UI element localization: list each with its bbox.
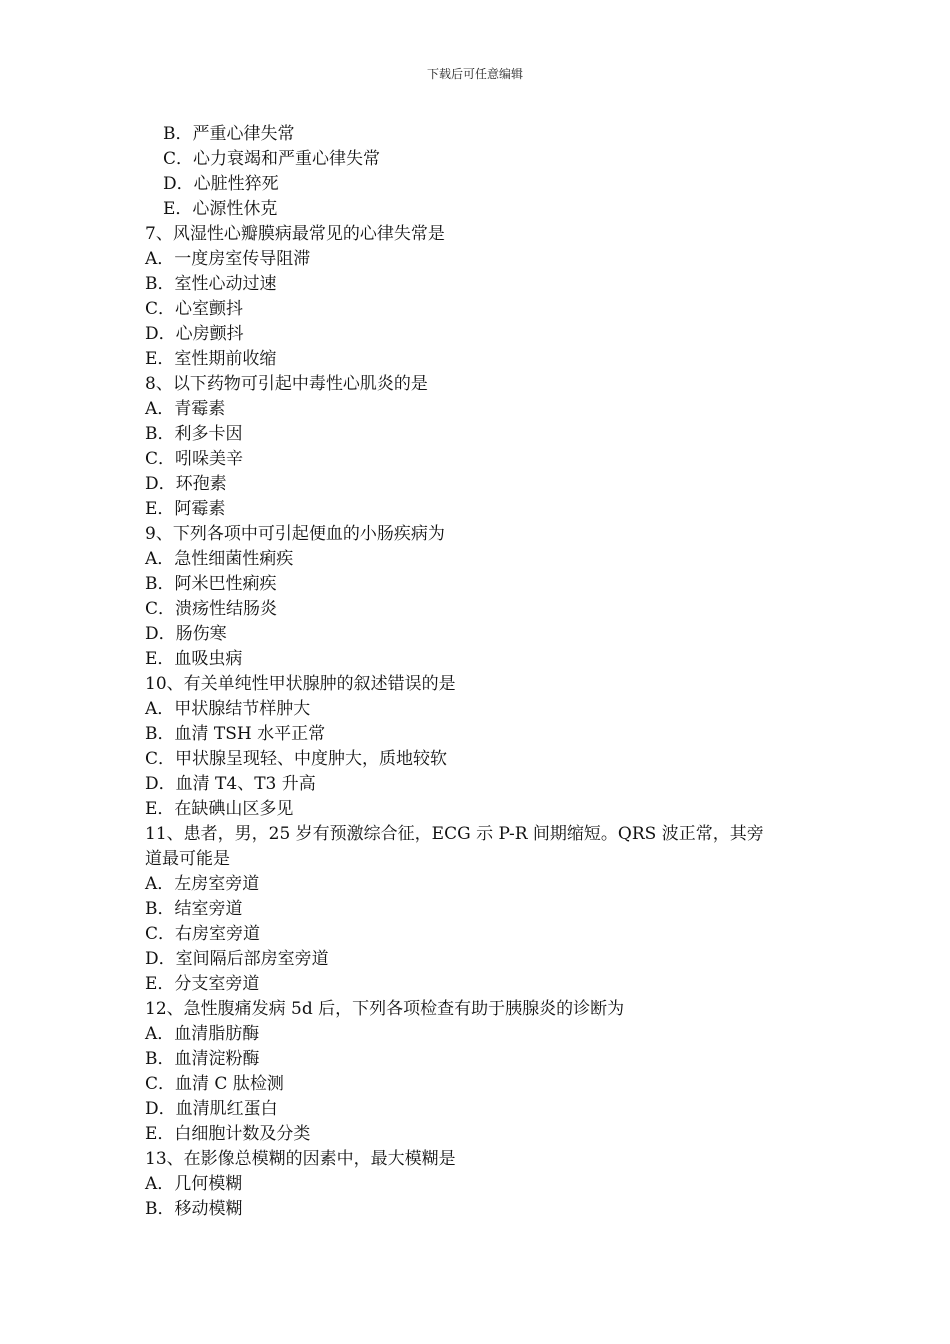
text-line: D．血清肌红蛋白 [145, 1099, 278, 1119]
text-line: B．严重心律失常 [163, 124, 295, 144]
text-line: D．肠伤寒 [145, 624, 227, 644]
text-line: E．阿霉素 [145, 499, 226, 519]
text-line: A．血清脂肪酶 [145, 1024, 260, 1044]
text-line: B．血清 TSH 水平正常 [145, 724, 326, 744]
text-line: E．心源性休克 [163, 199, 278, 219]
text-line: E．分支室旁道 [145, 974, 260, 994]
text-line: B．阿米巴性痢疾 [145, 574, 277, 594]
text-line: C．甲状腺呈现轻、中度肿大，质地较软 [145, 749, 448, 769]
text-line: D．血清 T4、T3 升高 [145, 774, 316, 794]
text-line: C．吲哚美辛 [145, 449, 244, 469]
text-line: D．心房颤抖 [145, 324, 244, 344]
text-line: C．右房室旁道 [145, 924, 261, 944]
text-line: A．甲状腺结节样肿大 [145, 699, 311, 719]
text-line: A．青霉素 [145, 399, 226, 419]
text-line: 道最可能是 [145, 849, 230, 869]
text-line: E．在缺碘山区多见 [145, 799, 294, 819]
text-line: E．室性期前收缩 [145, 349, 277, 369]
text-line: A．几何模糊 [145, 1174, 243, 1194]
text-line: 9、下列各项中可引起便血的小肠疾病为 [145, 524, 445, 544]
text-line: 8、以下药物可引起中毒性心肌炎的是 [145, 374, 428, 394]
text-line: E．白细胞计数及分类 [145, 1124, 311, 1144]
text-line: 13、在影像总模糊的因素中，最大模糊是 [145, 1149, 456, 1169]
text-line: B．室性心动过速 [145, 274, 277, 294]
text-line: D．心脏性猝死 [163, 174, 279, 194]
text-line: C．溃疡性结肠炎 [145, 599, 278, 619]
text-line: B．结室旁道 [145, 899, 243, 919]
page-header: 下载后可任意编辑 [426, 67, 523, 81]
text-line: B．利多卡因 [145, 424, 243, 444]
text-line: 12、急性腹痛发病 5d 后，下列各项检查有助于胰腺炎的诊断为 [145, 999, 625, 1019]
text-line: C．心室颤抖 [145, 299, 244, 319]
text-line: B．移动模糊 [145, 1199, 243, 1219]
document-body [145, 122, 815, 1222]
text-line: C．心力衰竭和严重心律失常 [163, 149, 381, 169]
text-line: D．室间隔后部房室旁道 [145, 949, 329, 969]
text-line: 10、有关单纯性甲状腺肿的叙述错误的是 [145, 674, 456, 694]
text-line: A．急性细菌性痢疾 [145, 549, 294, 569]
text-line: C．血清 C 肽检测 [145, 1074, 284, 1094]
text-line: E．血吸虫病 [145, 649, 243, 669]
text-line: A．左房室旁道 [145, 874, 260, 894]
text-line: 7、风湿性心瓣膜病最常见的心律失常是 [145, 224, 445, 244]
text-line: D．环孢素 [145, 474, 227, 494]
text-line: A．一度房室传导阻滞 [145, 249, 311, 269]
text-line: 11、患者，男，25 岁有预激综合征，ECG 示 P-R 间期缩短。QRS 波正常，其旁 [145, 824, 764, 844]
text-line: B．血清淀粉酶 [145, 1049, 260, 1069]
